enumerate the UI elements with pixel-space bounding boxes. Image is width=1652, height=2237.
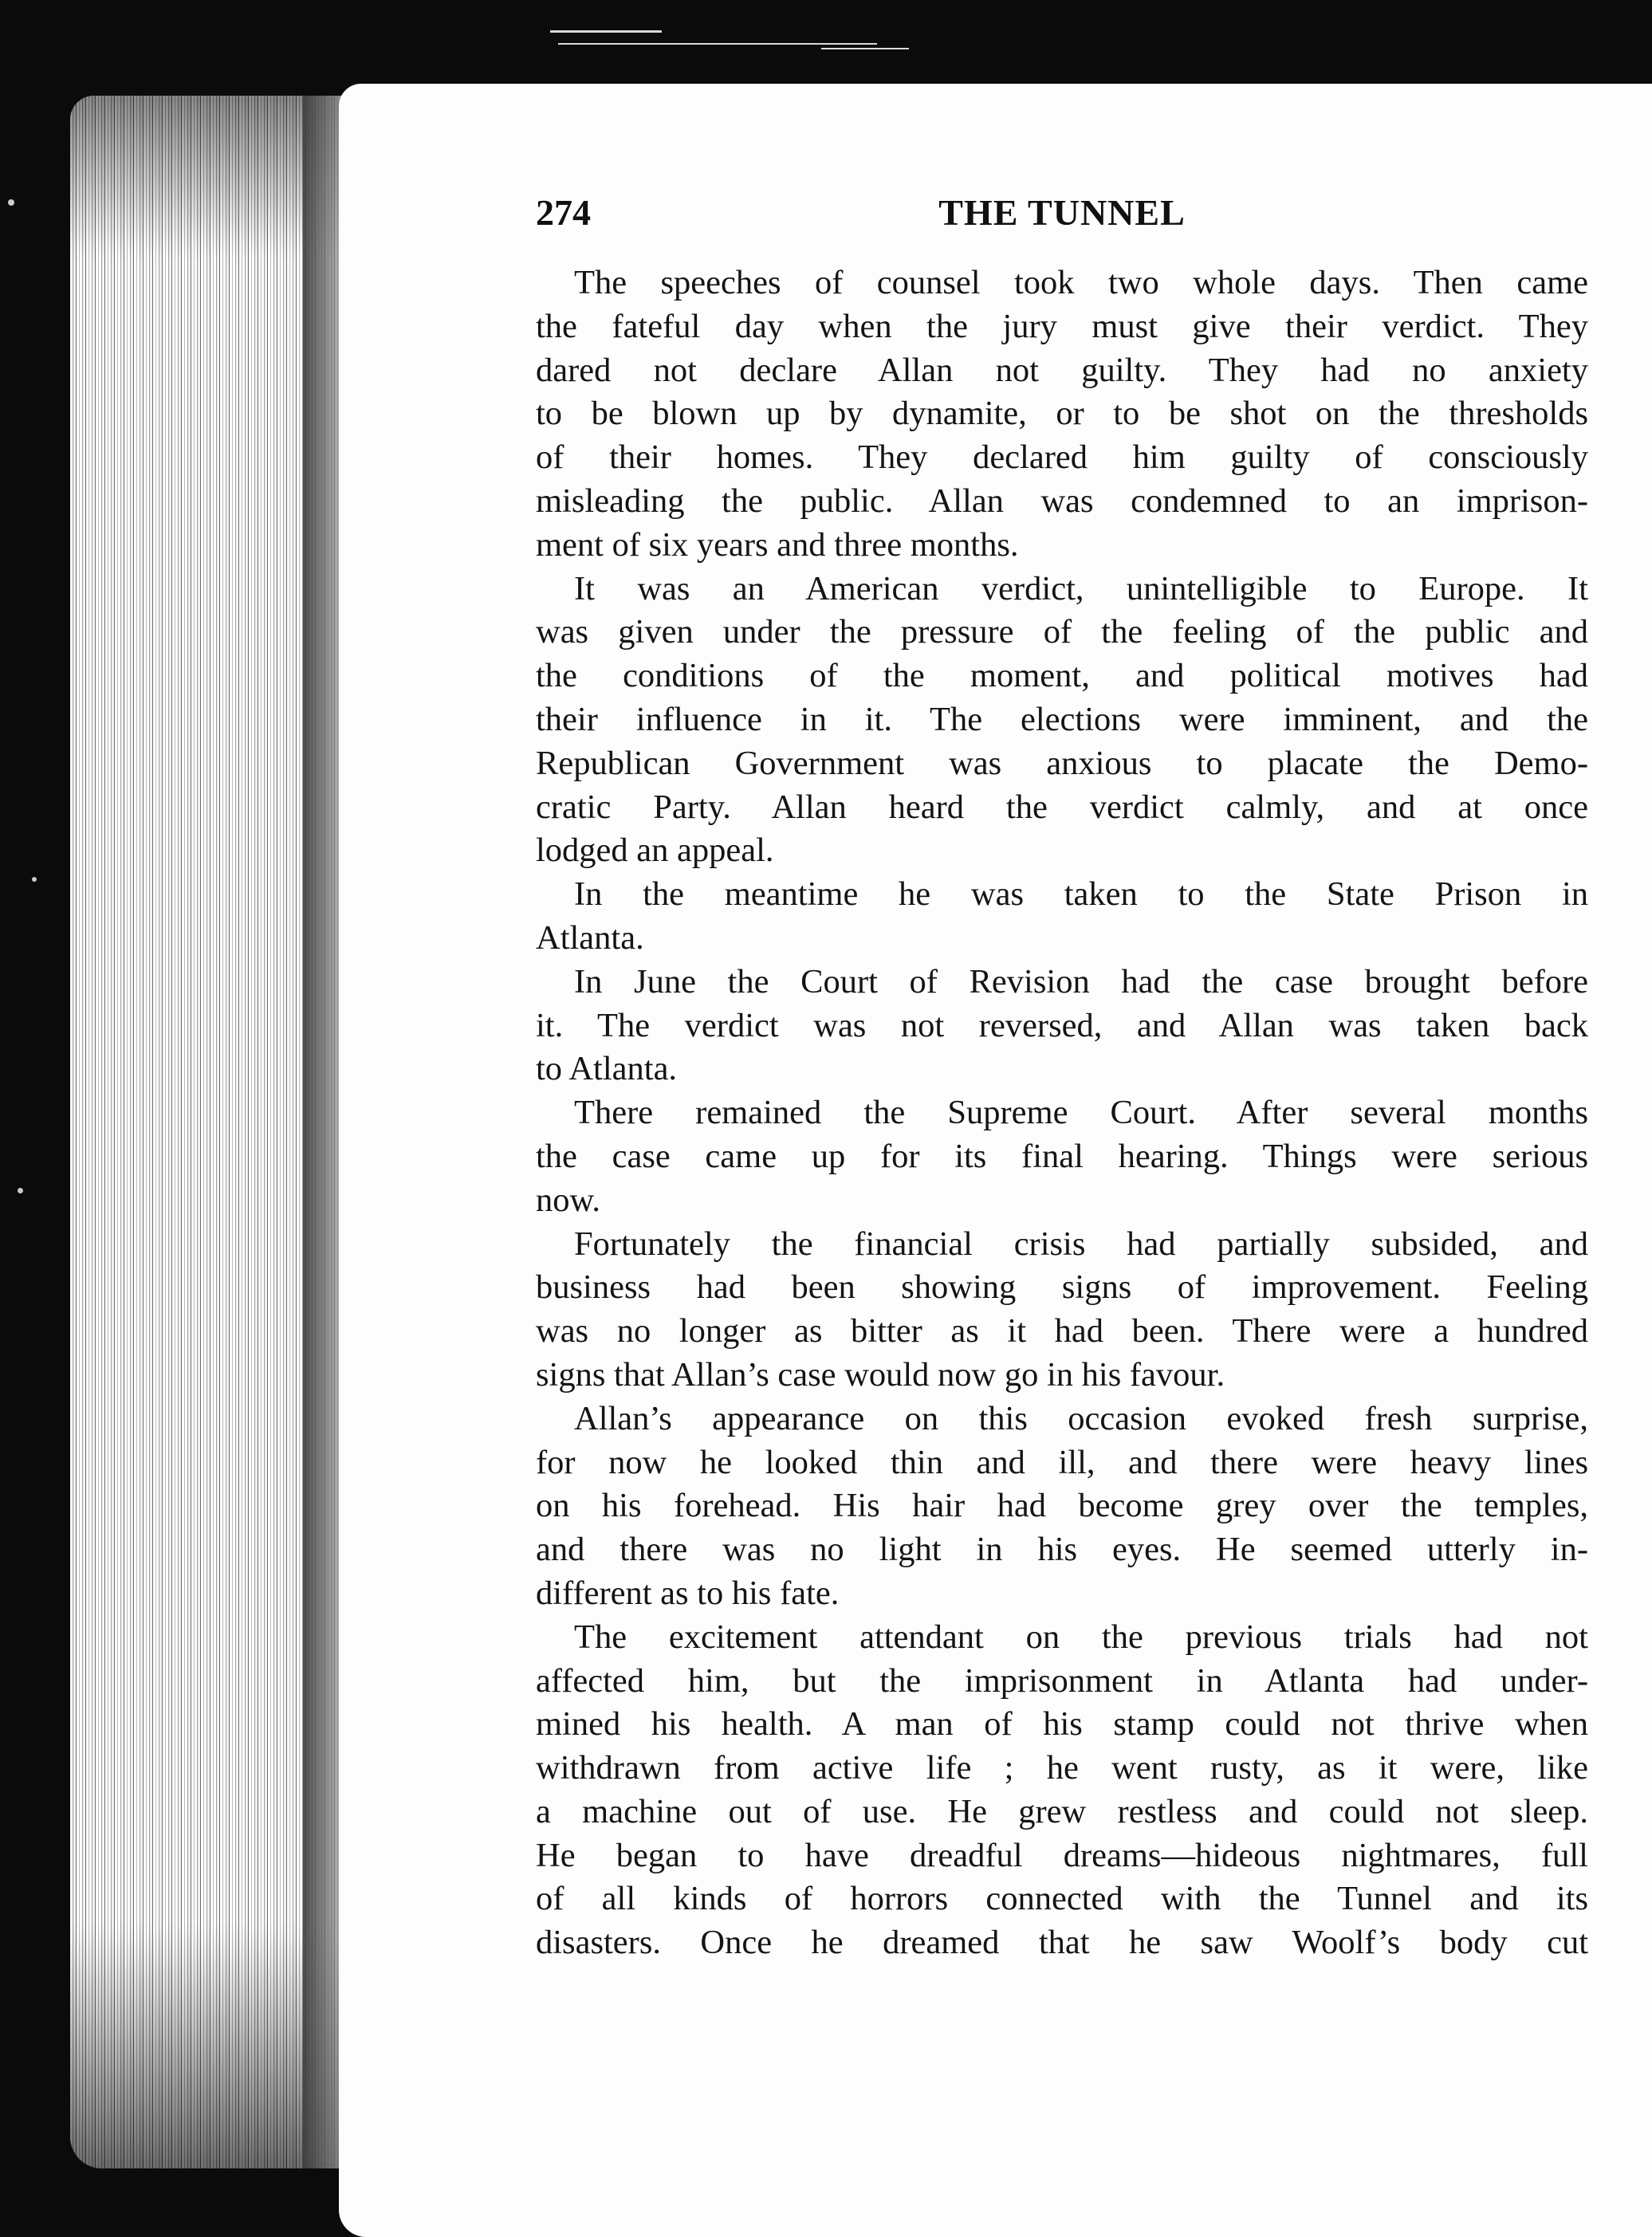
text-line: The speeches of counsel took two whole days. Then came: [574, 264, 1588, 301]
text-line: a machine out of use. He grew restless and could not sleep.: [536, 1792, 1588, 1830]
paragraph: [536, 873, 1588, 961]
text-line: to be blown up by dynamite, or to be shot on the thresholds: [536, 395, 1588, 433]
text-line: misleading the public. Allan was condemned to an imprison-: [536, 482, 1588, 520]
text-line: it. The verdict was not reversed, and Allan was taken back: [536, 1006, 1588, 1044]
paragraph: [536, 1223, 1588, 1398]
running-title: THE TUNNEL: [938, 192, 1186, 233]
text-line: Fortunately the financial crisis had partially subsided, and: [574, 1225, 1588, 1263]
paragraph: [536, 1091, 1588, 1222]
scan-speck: [18, 1188, 23, 1193]
text-line: He began to have dreadful dreams—hideous nightmares, full: [536, 1836, 1588, 1874]
page-header: [536, 191, 1588, 247]
text-line: now.: [536, 1181, 601, 1219]
text-line: In June the Court of Revision had the case brought before: [574, 962, 1588, 1001]
paragraph: [536, 1398, 1588, 1616]
paragraph: [536, 1616, 1588, 1965]
paragraph: [536, 568, 1588, 874]
text-line: business had been showing signs of improvement. Feeling: [536, 1268, 1588, 1307]
text-line: for now he looked thin and ill, and there were heavy lines: [536, 1443, 1588, 1481]
text-line: and there was no light in his eyes. He seemed utterly in-: [536, 1531, 1588, 1569]
text-line: signs that Allan’s case would now go in his favour.: [536, 1355, 1225, 1394]
text-line: the case came up for its final hearing. Things were serious: [536, 1137, 1588, 1175]
text-line: was no longer as bitter as it had been. There were a hundred: [536, 1312, 1588, 1350]
text-line: Allan’s appearance on this occasion evoked fresh surprise,: [574, 1399, 1588, 1437]
text-line: mined his health. A man of his stamp could not thrive when: [536, 1705, 1588, 1744]
scan-speck: [32, 877, 37, 882]
text-line: was given under the pressure of the feeling of the public and: [536, 613, 1588, 651]
text-line: In the meantime he was taken to the State Prison in: [574, 875, 1588, 914]
scan-streak: [821, 48, 909, 49]
text-line: Republican Government was anxious to placate the Demo-: [536, 744, 1588, 782]
text-line: withdrawn from active life ; he went rusty, as it were, like: [536, 1749, 1588, 1787]
paragraph: [536, 261, 1588, 568]
text-line: affected him, but the imprisonment in Atlanta had under-: [536, 1661, 1588, 1700]
text-line: the conditions of the moment, and political motives had: [536, 657, 1588, 695]
body-text: [536, 261, 1588, 1965]
text-line: different as to his fate.: [536, 1574, 840, 1612]
text-line: There remained the Supreme Court. After several months: [574, 1094, 1588, 1132]
scan-streak: [558, 43, 877, 45]
text-line: dared not declare Allan not guilty. They had no anxiety: [536, 351, 1588, 389]
text-line: ment of six years and three months.: [536, 525, 1019, 564]
text-line: their influence in it. The elections were imminent, and the: [536, 700, 1588, 738]
text-line: to Atlanta.: [536, 1050, 678, 1088]
text-line: lodged an appeal.: [536, 832, 774, 870]
page-number: 274: [536, 192, 591, 233]
text-line: of their homes. They declared him guilty of consciously: [536, 438, 1588, 477]
paragraph: [536, 961, 1588, 1091]
text-line: It was an American verdict, unintelligible to Europe. It: [574, 569, 1588, 607]
text-line: disasters. Once he dreamed that he saw Woolf’s body cut: [536, 1924, 1588, 1962]
text-line: of all kinds of horrors connected with the Tunnel and its: [536, 1880, 1588, 1918]
text-line: The excitement attendant on the previous trials had not: [574, 1618, 1588, 1656]
text-line: cratic Party. Allan heard the verdict calmly, and at once: [536, 788, 1588, 826]
scan-speck: [8, 199, 14, 206]
text-line: the fateful day when the jury must give their verdict. They: [536, 307, 1588, 345]
scan-streak: [550, 30, 662, 33]
text-line: on his forehead. His hair had become grey over the temples,: [536, 1487, 1588, 1525]
text-line: Atlanta.: [536, 918, 644, 957]
